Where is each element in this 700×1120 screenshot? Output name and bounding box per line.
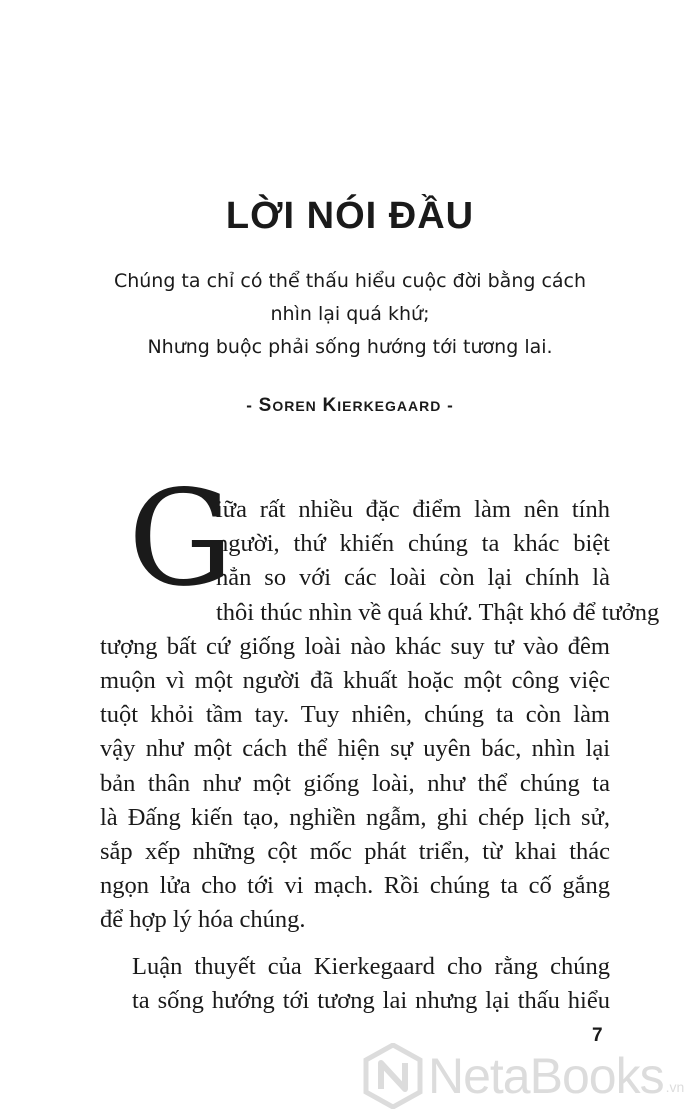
text-line: Luận thuyết của Kierkegaard cho rằng chúng (132, 952, 610, 980)
attribution-prefix: - (246, 396, 259, 415)
text-line: iữa rất nhiều đặc điểm làm nên tính (216, 496, 610, 523)
attribution-suffix: - (441, 396, 454, 415)
watermark-brand: NetaBooks (428, 1048, 664, 1104)
paragraph (100, 462, 660, 938)
epigraph (60, 265, 640, 364)
epigraph-attribution (0, 395, 700, 417)
text-line: bản thân như một giống loài, như thể chúng ta (100, 769, 610, 797)
netabooks-logo-icon (362, 1043, 424, 1109)
attribution-last-initial: K (322, 395, 338, 416)
attribution-first-rest: OREN (272, 398, 317, 414)
text-line: để hợp lý hóa chúng. (100, 906, 306, 934)
text-line: người, thứ khiến chúng ta khác biệt (216, 530, 610, 558)
text-line: hẳn so với các loài còn lại chính là (216, 564, 610, 592)
attribution-first-initial: S (258, 395, 273, 416)
drop-cap (100, 462, 234, 616)
text-line: là Đấng kiến tạo, nghiền ngẫm, ghi chép lịch sử, (100, 803, 610, 831)
epigraph-line: Nhưng buộc phải sống hướng tới tương lai. (147, 336, 553, 358)
text-line: tuột khỏi tầm tay. Tuy nhiên, chúng ta còn làm (100, 701, 610, 729)
text-line: vậy như một cách thể hiện sự uyên bác, nhìn lại (100, 735, 610, 763)
body-text (100, 462, 660, 1018)
watermark (362, 1040, 698, 1112)
text-line: ngọn lửa cho tới vi mạch. Rồi chúng ta cố gắng (100, 872, 610, 900)
text-line: ta sống hướng tới tương lai nhưng lại thấu hiểu (132, 986, 610, 1014)
epigraph-line: Chúng ta chỉ có thể thấu hiểu cuộc đời bằng cách (113, 270, 587, 292)
attribution-last-rest: IERKEGAARD (337, 398, 442, 414)
text-line: muộn vì một người đã khuất hoặc một công việc (100, 667, 610, 695)
watermark-suffix: .vn (665, 1079, 685, 1095)
text-line: tượng bất cứ giống loài nào khác suy tư vào đêm (100, 632, 610, 660)
epigraph-line: nhìn lại quá khứ; (270, 303, 430, 325)
text-line: sắp xếp những cột mốc phát triển, từ khai thác (100, 838, 610, 866)
text-line: thôi thúc nhìn về quá khứ. Thật khó để tưởng (216, 598, 660, 626)
page-number: 7 (592, 1025, 603, 1046)
paragraph (100, 950, 610, 1018)
chapter-title: LỜI NÓI ĐẦU (225, 195, 475, 237)
drop-cap-letter: G (128, 462, 234, 616)
